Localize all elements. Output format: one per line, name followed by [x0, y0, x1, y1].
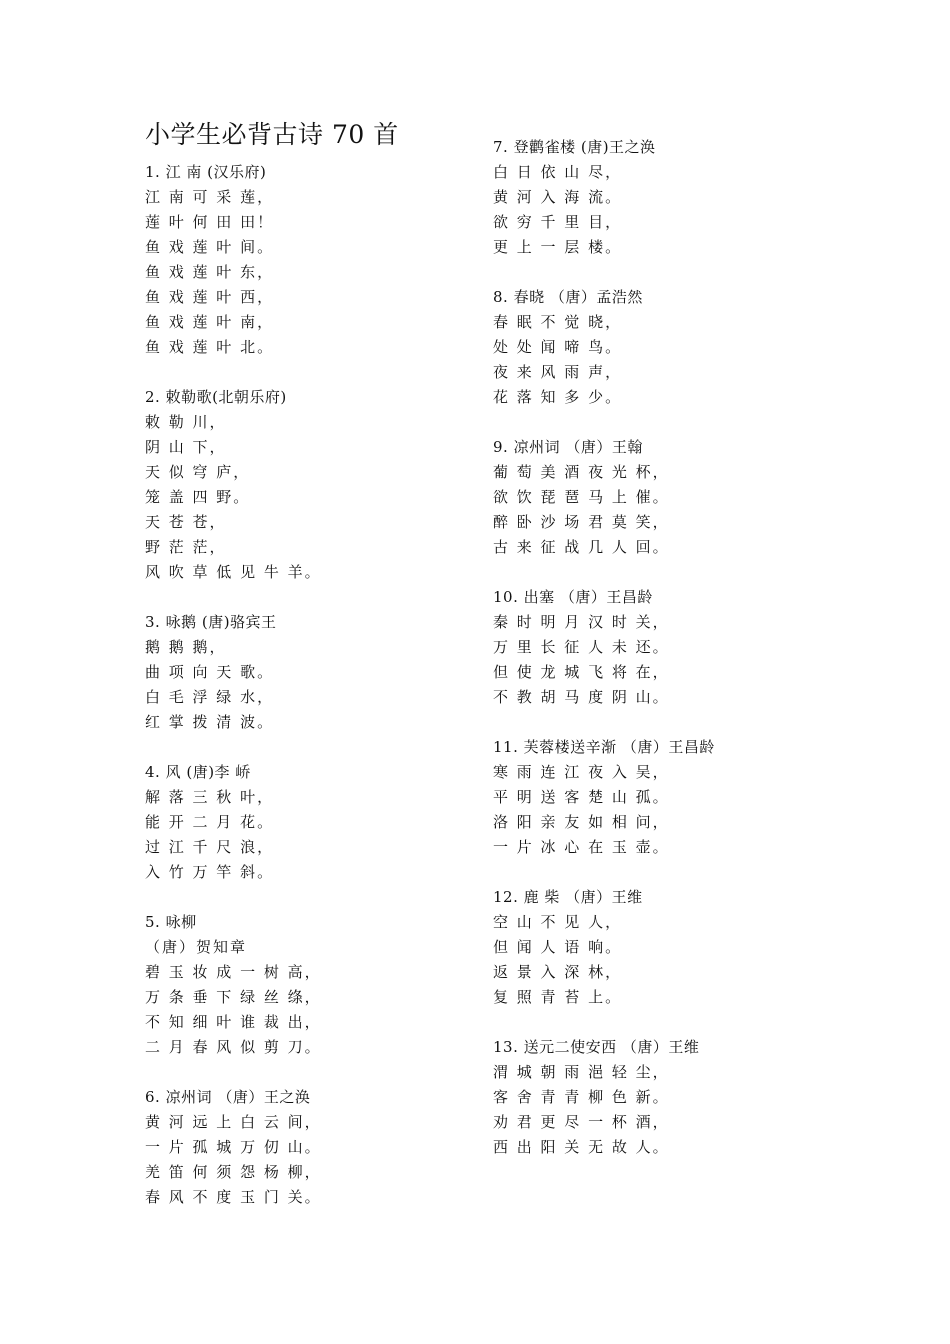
poem-title: 2. 敕勒歌(北朝乐府)	[145, 388, 287, 406]
poem-line: 白 毛 浮 绿 水，	[145, 688, 275, 706]
poem-line: 劝 君 更 尽 一 杯 酒，	[493, 1113, 670, 1131]
poem-title: 7. 登鹳雀楼 (唐)王之涣	[493, 138, 656, 156]
poem-line: 但 使 龙 城 飞 将 在，	[493, 663, 670, 681]
poem-line: 寒 雨 连 江 夜 入 吴，	[493, 763, 670, 781]
poem-line: （唐）贺知章	[145, 938, 248, 956]
poem-line: 莲 叶 何 田 田！	[145, 213, 275, 231]
poem-title: 1. 江 南 (汉乐府)	[145, 163, 267, 181]
poem-line: 花 落 知 多 少。	[493, 388, 623, 406]
poem-line: 黄 河 远 上 白 云 间，	[145, 1113, 322, 1131]
poem-line: 复 照 青 苔 上。	[493, 988, 623, 1006]
poem-line: 不 教 胡 马 度 阴 山。	[493, 688, 670, 706]
poem-title: 10. 出塞 （唐）王昌龄	[493, 588, 653, 606]
poem-title: 11. 芙蓉楼送辛渐 （唐）王昌龄	[493, 738, 715, 756]
poem-line: 处 处 闻 啼 鸟。	[493, 338, 623, 356]
poem-line: 碧 玉 妆 成 一 树 高，	[145, 963, 322, 981]
poem-line: 空 山 不 见 人，	[493, 913, 623, 931]
poem-line: 鹅 鹅 鹅，	[145, 638, 227, 656]
poem-line: 能 开 二 月 花。	[145, 813, 275, 831]
poem-line: 葡 萄 美 酒 夜 光 杯，	[493, 463, 670, 481]
poem-line: 欲 穷 千 里 目，	[493, 213, 623, 231]
poem-line: 笼 盖 四 野。	[145, 488, 251, 506]
poem-title: 12. 鹿 柴 （唐）王维	[493, 888, 643, 906]
poem-line: 鱼 戏 莲 叶 北。	[145, 338, 275, 356]
poem-line: 敕 勒 川，	[145, 413, 227, 431]
poem-line: 一 片 冰 心 在 玉 壶。	[493, 838, 670, 856]
poem-line: 阴 山 下，	[145, 438, 227, 456]
poem-9	[493, 435, 913, 560]
poem-line: 夜 来 风 雨 声，	[493, 363, 623, 381]
poem-line: 醉 卧 沙 场 君 莫 笑，	[493, 513, 670, 531]
page-title: 小学生必背古诗 70 首	[145, 120, 399, 149]
right-column	[493, 135, 913, 1185]
poem-line: 万 条 垂 下 绿 丝 绦，	[145, 988, 322, 1006]
poem-line: 鱼 戏 莲 叶 间。	[145, 238, 275, 256]
poem-line: 万 里 长 征 人 未 还。	[493, 638, 670, 656]
poem-title: 6. 凉州词 （唐）王之涣	[145, 1088, 311, 1106]
poem-line: 黄 河 入 海 流。	[493, 188, 623, 206]
poem-line: 欲 饮 琵 琶 马 上 催。	[493, 488, 670, 506]
poem-10	[493, 585, 913, 710]
poem-line: 更 上 一 层 楼。	[493, 238, 623, 256]
poem-title: 5. 咏柳	[145, 913, 197, 931]
poem-line: 但 闻 人 语 响。	[493, 938, 623, 956]
poem-line: 洛 阳 亲 友 如 相 问，	[493, 813, 670, 831]
poem-line: 鱼 戏 莲 叶 南，	[145, 313, 275, 331]
poem-line: 渭 城 朝 雨 浥 轻 尘，	[493, 1063, 670, 1081]
poem-7	[493, 135, 913, 260]
poem-line: 平 明 送 客 楚 山 孤。	[493, 788, 670, 806]
poem-line: 天 似 穹 庐，	[145, 463, 251, 481]
poem-12	[493, 885, 913, 1010]
poem-line: 红 掌 拨 清 波。	[145, 713, 275, 731]
poem-13	[493, 1035, 913, 1160]
poem-title: 4. 风 (唐)李 峤	[145, 763, 251, 781]
poem-line: 不 知 细 叶 谁 裁 出，	[145, 1013, 322, 1031]
poem-line: 野 茫 茫，	[145, 538, 227, 556]
poem-line: 西 出 阳 关 无 故 人。	[493, 1138, 670, 1156]
poem-line: 解 落 三 秋 叶，	[145, 788, 275, 806]
poem-11	[493, 735, 913, 860]
poem-line: 羌 笛 何 须 怨 杨 柳，	[145, 1163, 322, 1181]
poem-line: 秦 时 明 月 汉 时 关，	[493, 613, 670, 631]
poem-line: 曲 项 向 天 歌。	[145, 663, 275, 681]
poem-line: 天 苍 苍，	[145, 513, 227, 531]
poem-line: 古 来 征 战 几 人 回。	[493, 538, 670, 556]
poem-title: 8. 春晓 （唐）孟浩然	[493, 288, 643, 306]
poem-title: 13. 送元二使安西 （唐）王维	[493, 1038, 700, 1056]
poem-line: 过 江 千 尺 浪，	[145, 838, 275, 856]
poem-line: 客 舍 青 青 柳 色 新。	[493, 1088, 670, 1106]
poem-line: 鱼 戏 莲 叶 东，	[145, 263, 275, 281]
poem-line: 江 南 可 采 莲，	[145, 188, 275, 206]
poem-line: 鱼 戏 莲 叶 西，	[145, 288, 275, 306]
poem-line: 春 眠 不 觉 晓，	[493, 313, 623, 331]
poem-title: 9. 凉州词 （唐）王翰	[493, 438, 643, 456]
poem-line: 二 月 春 风 似 剪 刀。	[145, 1038, 322, 1056]
poem-line: 入 竹 万 竿 斜。	[145, 863, 275, 881]
poem-line: 返 景 入 深 林，	[493, 963, 623, 981]
poem-8	[493, 285, 913, 410]
poem-line: 春 风 不 度 玉 门 关。	[145, 1188, 322, 1206]
poem-line: 一 片 孤 城 万 仞 山。	[145, 1138, 322, 1156]
poem-line: 风 吹 草 低 见 牛 羊。	[145, 563, 322, 581]
poem-line: 白 日 依 山 尽，	[493, 163, 623, 181]
poem-title: 3. 咏鹅 (唐)骆宾王	[145, 613, 277, 631]
